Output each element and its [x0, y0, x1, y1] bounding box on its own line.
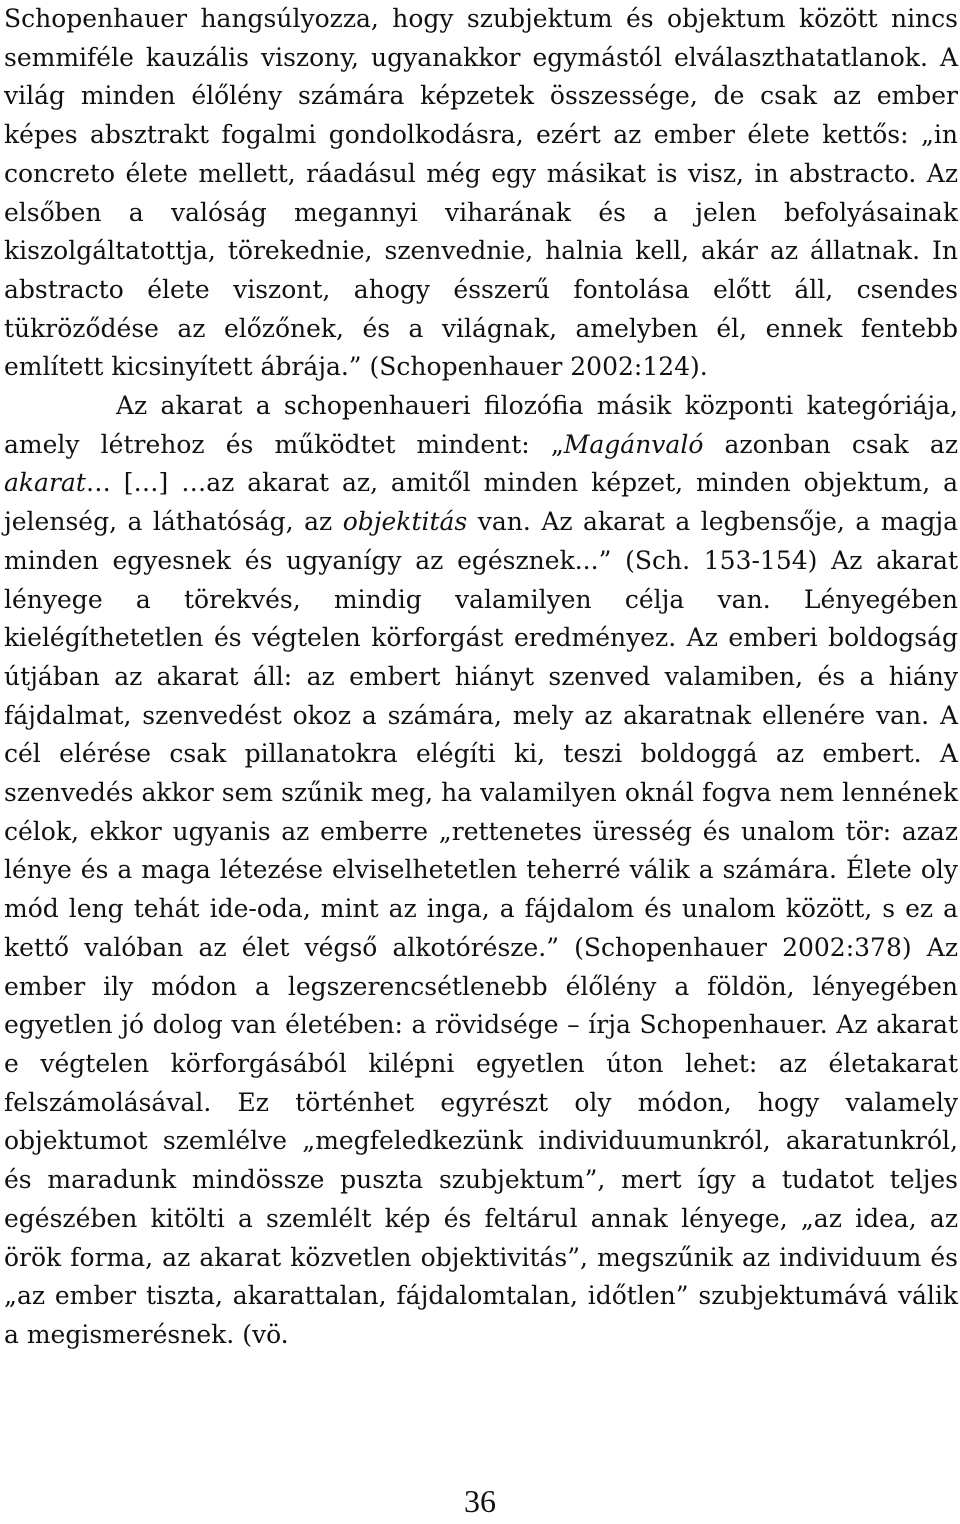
- paragraph-1-text: Schopenhauer hangsúlyozza, hogy szubjektum és objektum között nincs semmiféle kauzális viszony, ugyanakkor egymástól elválaszthatatlanok. A világ minden élőlény számára képzetek összessége, de csak az ember képes absztrakt fogalmi gondolkodásra, ezért az ember élete kettős: „in concreto élete mellett, ráadásul még egy másikat is visz, in abstracto. Az elsőben a valóság megannyi viharának és a jelen befolyásainak kiszolgáltatottja, törekednie, szenvednie, halnia kell, akár az állatnak. In abstracto élete viszont, ahogy ésszerű fontolása előtt áll, csendes tükröződése az előzőnek, és a világnak, amelyben él, ennek fentebb említett kicsinyített ábrája.” (Schopenhauer 2002:124).: [4, 4, 958, 382]
- paragraph-2-italic-b: akarat: [4, 468, 86, 498]
- paragraph-2-text-d: van. Az akarat a legbensője, a magja minden egyesnek és ugyanígy az egésznek...” (Sch. 153-154) Az akarat lényege a törekvés, mindig valamilyen célja van. Lényegében kielégíthetetlen és végtelen körforgást eredményez. Az emberi boldogság útjában az akarat áll: az embert hiányt szenved valamiben, és a hiány fájdalmat, szenvedést okoz a számára, mely az akaratnak ellenére van. A cél elérése csak pillanatokra elégíti ki, teszi boldoggá az embert. A szenvedés akkor sem szűnik meg, ha valamilyen oknál fogva nem lennének célok, ekkor ugyanis az emberre „rettenetes üresség és unalom tör: azaz lénye és a maga létezése elviselhetetlen teherré válik a számára. Élete oly mód leng tehát ide-oda, mint az inga, a fájdalom és unalom között, s ez a kettő valóban az élet végső alkotórésze.” (Schopenhauer 2002:378) Az ember ily módon a legszerencsétlenebb élőlény a földön, lényegében egyetlen jó dolog van életében: a rövidsége – írja Schopenhauer. Az akarat e végtelen körforgásából kilépni egyetlen úton lehet: az életakarat felszámolásával. Ez történhet egyrészt oly módon, hogy valamely objektumot szemlélve „megfeledkezünk individuumunkról, akaratunkról, és maradunk mindössze puszta szubjektum”, mert így a tudatot teljes egészében kitölti a szemlélt kép és feltárul annak lényege, „az idea, az örök forma, az akarat közvetlen objektivitás”, megszűnik az individuum és „az ember tiszta, akarattalan, fájdalomtalan, időtlen” szubjektumává válik a megismerésnek. (vö.: [4, 507, 959, 1349]
- paragraph-2: [4, 387, 958, 1355]
- paragraph-2-italic-c: objektitás: [342, 507, 468, 537]
- paragraph-2-text-a: Az akarat a schopenhaueri filozófia másik központi kategóriája, amely létrehoz és működtet mindent: „: [4, 391, 958, 459]
- document-page: [4, 0, 958, 1355]
- page-number: 36: [464, 1483, 496, 1519]
- paragraph-2-italic-a: Magánvaló: [563, 429, 704, 459]
- paragraph-2-text-b: azonban csak az: [703, 429, 958, 459]
- paragraph-1: [4, 0, 958, 387]
- paragraph-2-text-c: … […] …az akarat az, amitől minden képzet, minden objektum, a jelenség, a láthatóság, az: [4, 468, 958, 537]
